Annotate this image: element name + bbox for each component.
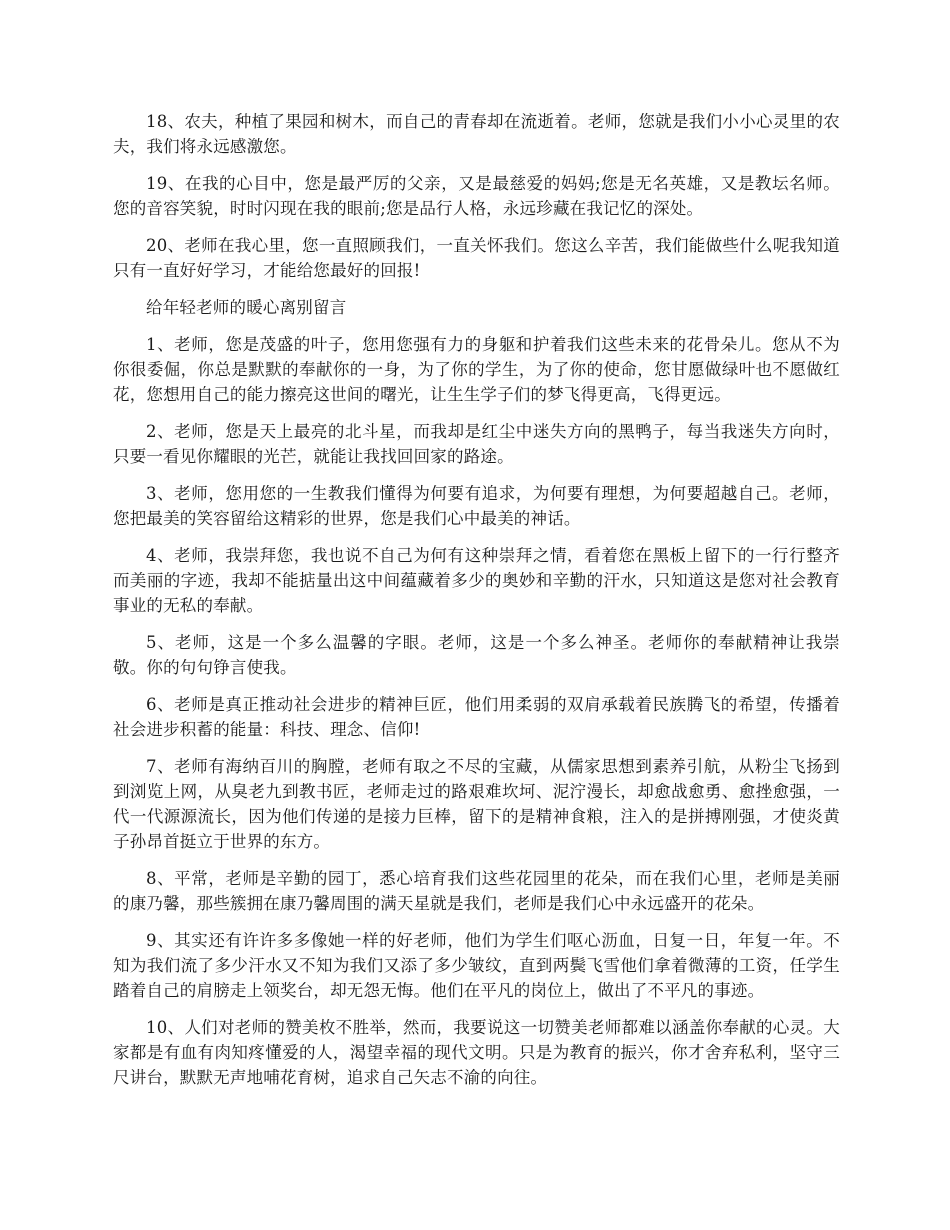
- document-body: [113, 109, 840, 1102]
- section-paragraph-10: 10、人们对老师的赞美枚不胜举，然而，我要说这一切赞美老师都难以涵盖你奉献的心灵。大家都是有血有肉知疼懂爱的人，渴望幸福的现代文明。只是为教育的振兴，你才舍弃私利，坚守三尺讲台，默默无声地哺花育树，追求自己矢志不渝的向往。: [113, 1018, 840, 1087]
- section-paragraph-5: 5、老师，这是一个多么温馨的字眼。老师，这是一个多么神圣。老师你的奉献精神让我崇敬。你的句句铮言使我。: [113, 633, 840, 677]
- section-heading: 给年轻老师的暖心离别留言: [146, 298, 347, 317]
- section-paragraph-2: 2、老师，您是天上最亮的北斗星，而我却是红尘中迷失方向的黑鸭子，每当我迷失方向时，只要一看见你耀眼的光芒，就能让我找回回家的路途。: [113, 422, 840, 466]
- paragraph-20: 20、老师在我心里，您一直照顾我们，一直关怀我们。您这么辛苦，我们能做些什么呢我知道只有一直好好学习，才能给您最好的回报!: [113, 236, 840, 280]
- paragraph-18: 18、农夫，种植了果园和树木，而自己的青春却在流逝着。老师，您就是我们小小心灵里的农夫，我们将永远感激您。: [113, 112, 840, 156]
- paragraph-19: 19、在我的心目中，您是最严厉的父亲，又是最慈爱的妈妈;您是无名英雄，又是教坛名师。您的音容笑貌，时时闪现在我的眼前;您是品行人格，永远珍藏在我记忆的深处。: [113, 174, 840, 218]
- section-paragraph-4: 4、老师，我崇拜您，我也说不自己为何有这种崇拜之情，看着您在黑板上留下的一行行整齐而美丽的字迹，我却不能掂量出这中间蕴藏着多少的奥妙和辛勤的汗水，只知道这是您对社会教育事业的无私的奉献。: [113, 546, 840, 615]
- section-paragraph-9: 9、其实还有许许多多像她一样的好老师，他们为学生们呕心沥血，日复一日，年复一年。不知为我们流了多少汗水又不知为我们又添了多少皱纹，直到两鬓飞雪他们拿着微薄的工资，任学生踏着自己的肩膀走上领奖台，却无怨无悔。他们在平凡的岗位上，做出了不平凡的事迹。: [113, 931, 840, 1000]
- section-paragraph-3: 3、老师，您用您的一生教我们懂得为何要有追求，为何要有理想，为何要超越自己。老师，您把最美的笑容留给这精彩的世界，您是我们心中最美的神话。: [113, 484, 840, 528]
- section-paragraph-7: 7、老师有海纳百川的胸膛，老师有取之不尽的宝藏，从儒家思想到素养引航，从粉尘飞扬到到浏览上网，从臭老九到教书匠，老师走过的路艰难坎坷、泥泞漫长，却愈战愈勇、愈挫愈强，一代一代源源流长，因为他们传递的是接力巨棒，留下的是精神食粮，注入的是拼搏刚强，才使炎黄子孙昂首挺立于世界的东方。: [113, 757, 840, 851]
- section-paragraph-6: 6、老师是真正推动社会进步的精神巨匠，他们用柔弱的双肩承载着民族腾飞的希望，传播着社会进步积蓄的能量：科技、理念、信仰!: [113, 695, 840, 739]
- section-paragraph-8: 8、平常，老师是辛勤的园丁，悉心培育我们这些花园里的花朵，而在我们心里，老师是美丽的康乃馨，那些簇拥在康乃馨周围的满天星就是我们，老师是我们心中永远盛开的花朵。: [113, 869, 840, 913]
- section-paragraph-1: 1、老师，您是茂盛的叶子，您用您强有力的身躯和护着我们这些未来的花骨朵儿。您从不为你很委倔，你总是默默的奉献你的一身，为了你的学生，为了你的使命，您甘愿做绿叶也不愿做红花，您想用自己的能力擦亮这世间的曙光，让生生学子们的梦飞得更高，飞得更远。: [113, 335, 840, 404]
